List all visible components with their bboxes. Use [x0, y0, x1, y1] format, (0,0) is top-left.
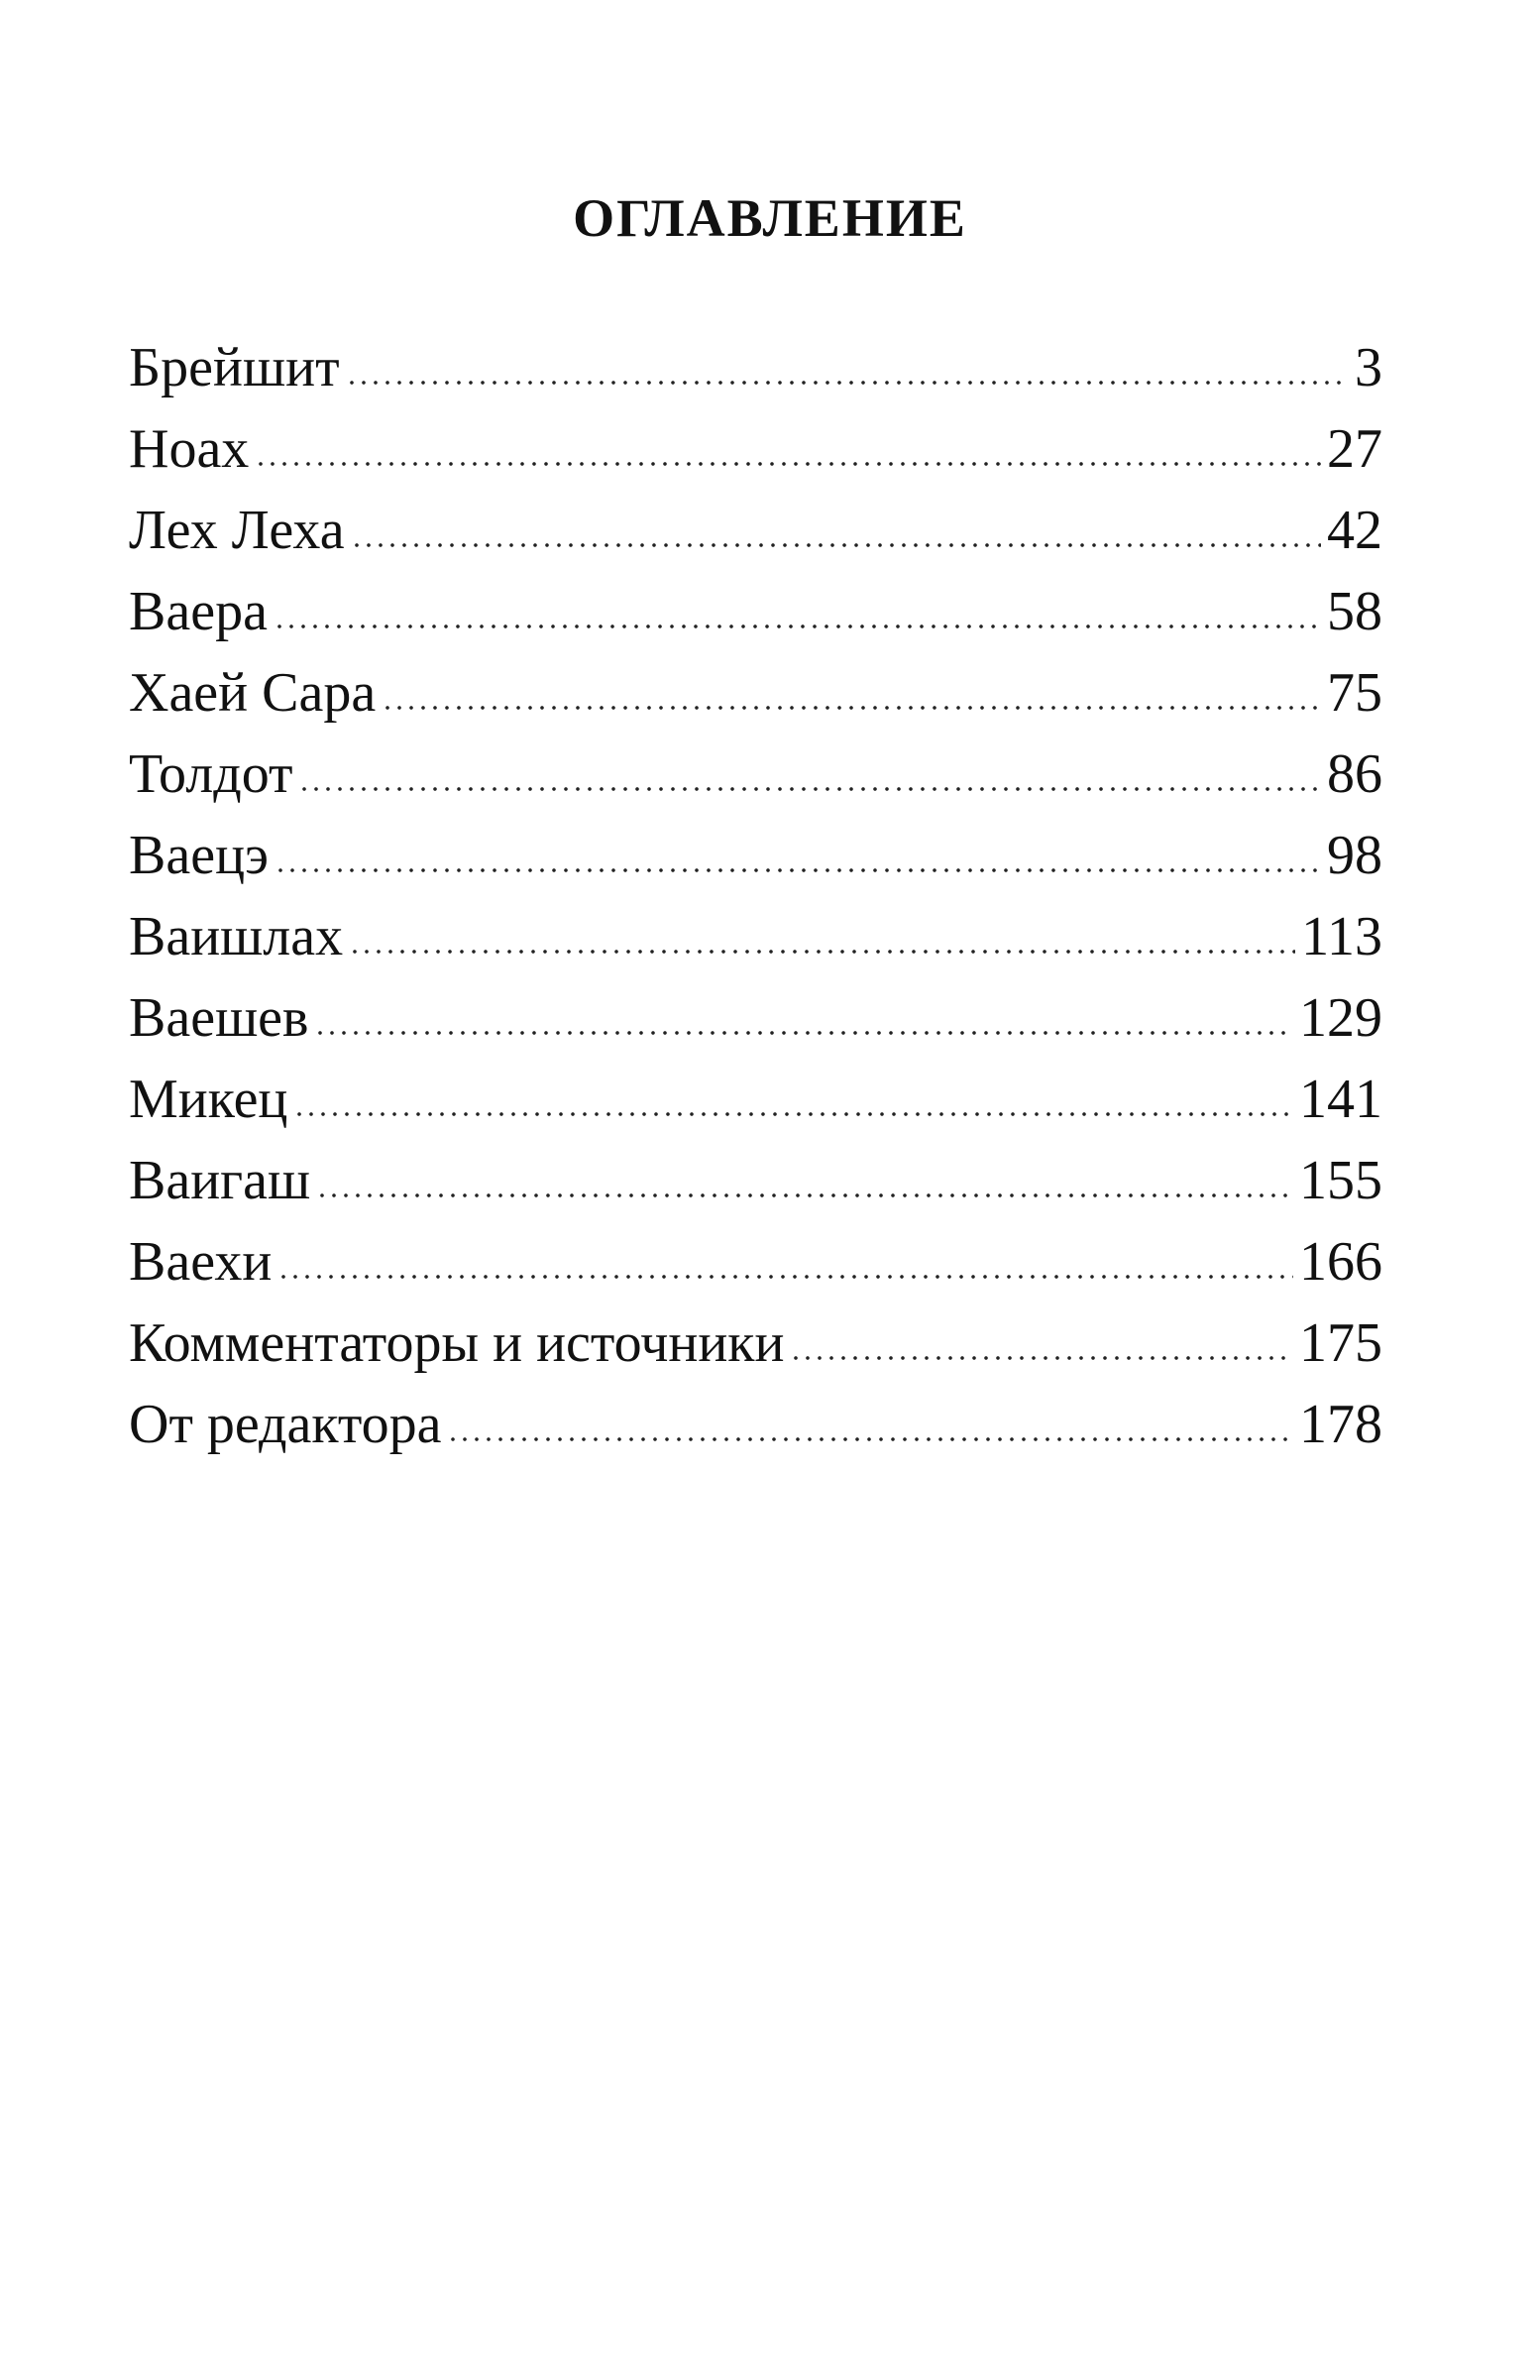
toc-entry-page-number: 166 [1299, 1231, 1382, 1293]
toc-entry-label: Ваишлах [129, 906, 344, 967]
toc-entry-label: Микец [129, 1069, 288, 1130]
toc-entry [129, 896, 1382, 977]
toc-entry-page-number: 98 [1327, 825, 1382, 886]
dot-leader [274, 623, 1321, 629]
toc-entry-label: Брейшит [129, 337, 340, 398]
dot-leader [351, 542, 1321, 548]
page-title: ОГЛАВЛЕНИЕ [573, 188, 967, 248]
toc-entry-label: От редактора [129, 1394, 442, 1455]
toc-entry [129, 1303, 1382, 1384]
toc-entry-page-number: 27 [1327, 418, 1382, 480]
toc-entry [129, 1140, 1382, 1221]
toc-entry-page-number: 141 [1299, 1069, 1382, 1130]
toc-entry [129, 490, 1382, 571]
toc-entry-page-number: 58 [1327, 581, 1382, 642]
toc-entry-page-number: 86 [1327, 743, 1382, 805]
toc-entry-page-number: 155 [1299, 1150, 1382, 1211]
toc-entry-label: Хаей Сара [129, 662, 377, 724]
dot-leader [447, 1436, 1293, 1442]
toc-entry [129, 571, 1382, 652]
dot-leader [316, 1192, 1293, 1198]
dot-leader [790, 1355, 1293, 1361]
toc-entry-label: Ваигаш [129, 1150, 311, 1211]
toc-entry-label: Лех Леха [129, 500, 345, 561]
toc-entry [129, 408, 1382, 490]
toc-entry [129, 1221, 1382, 1303]
toc-entry [129, 977, 1382, 1059]
toc-entry-label: Ваецэ [129, 825, 270, 886]
dot-leader [255, 461, 1321, 467]
toc-entry-label: Комментаторы и источники [129, 1312, 785, 1374]
toc-entry-label: Ваехи [129, 1231, 273, 1293]
toc-entry [129, 1384, 1382, 1465]
toc-entry-page-number: 175 [1299, 1312, 1382, 1374]
toc-entry-label: Ваешев [129, 987, 309, 1049]
toc-entry [129, 652, 1382, 734]
dot-leader [349, 949, 1295, 955]
toc-entry [129, 1059, 1382, 1140]
dot-leader [314, 1030, 1293, 1036]
toc-entry-page-number: 75 [1327, 662, 1382, 724]
toc-entry [129, 734, 1382, 815]
toc-entry-page-number: 3 [1355, 337, 1382, 398]
toc-entry [129, 815, 1382, 896]
dot-leader [293, 1111, 1293, 1117]
dot-leader [346, 380, 1349, 386]
toc-entry-page-number: 178 [1299, 1394, 1382, 1455]
toc-entry-page-number: 42 [1327, 500, 1382, 561]
toc-entry [129, 327, 1382, 408]
toc-entry-label: Ноах [129, 418, 250, 480]
table-of-contents [129, 327, 1382, 1465]
toc-entry-page-number: 129 [1299, 987, 1382, 1049]
toc-entry-label: Ваера [129, 581, 268, 642]
dot-leader [277, 1274, 1293, 1280]
dot-leader [298, 786, 1321, 792]
toc-entry-page-number: 113 [1301, 906, 1382, 967]
dot-leader [275, 867, 1321, 873]
dot-leader [382, 705, 1321, 711]
toc-entry-label: Толдот [129, 743, 293, 805]
